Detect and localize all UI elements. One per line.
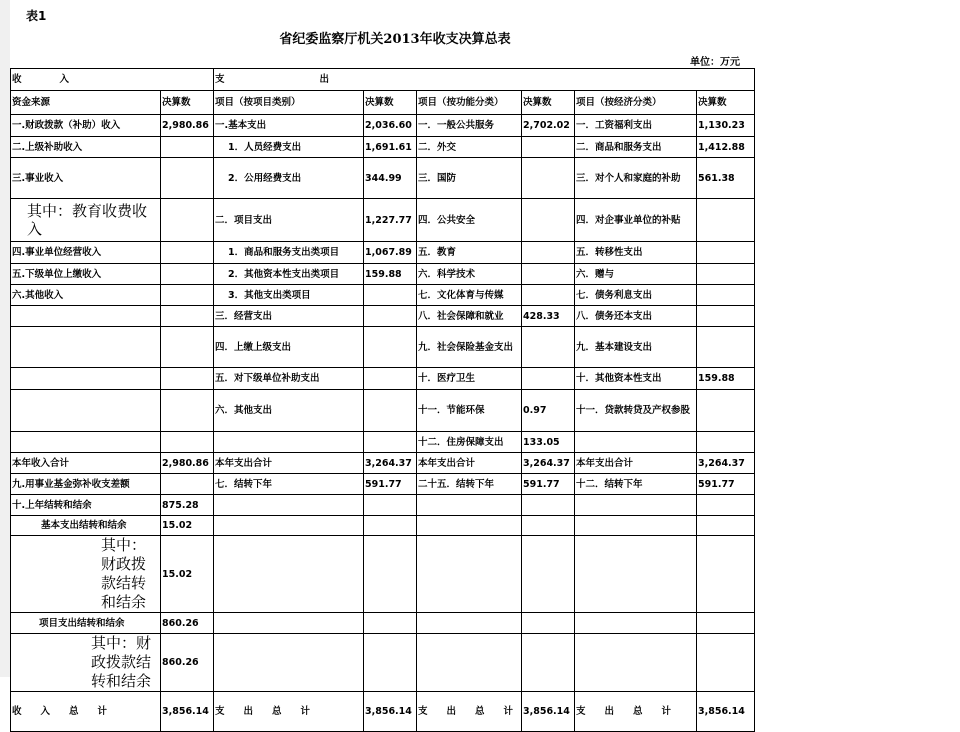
table-row <box>11 474 755 495</box>
table-row <box>11 115 755 137</box>
cell: 2,036.60 <box>364 115 417 137</box>
cell: 五．对下级单位补助支出 <box>214 368 364 390</box>
cell <box>214 432 364 453</box>
cell <box>522 368 575 390</box>
cell: 一.基本支出 <box>214 115 364 137</box>
cell: 159.88 <box>697 368 755 390</box>
table-row <box>11 285 755 306</box>
cell <box>417 634 522 692</box>
col-header-item-by-project: 项目（按项目类别） <box>214 91 364 115</box>
cell <box>697 516 755 536</box>
cell: 七．文化体育与传媒 <box>417 285 522 306</box>
cell <box>522 634 575 692</box>
cell <box>11 390 161 432</box>
cell: 860.26 <box>161 634 214 692</box>
cell <box>697 285 755 306</box>
cell <box>161 137 214 158</box>
col-header-item-by-economic: 项目（按经济分类） <box>575 91 697 115</box>
cell <box>364 306 417 327</box>
cell <box>161 474 214 495</box>
cell <box>697 634 755 692</box>
cell <box>417 516 522 536</box>
cell: 九．基本建设支出 <box>575 327 697 368</box>
cell <box>161 432 214 453</box>
cell <box>161 327 214 368</box>
cell <box>161 199 214 242</box>
cell <box>697 613 755 634</box>
cell <box>11 306 161 327</box>
cell: 项目支出结转和结余 <box>11 613 161 634</box>
cell: 四．公共安全 <box>417 199 522 242</box>
cell: 2,980.86 <box>161 453 214 474</box>
cell: 六．科学技术 <box>417 264 522 285</box>
cell: 591.77 <box>697 474 755 495</box>
cell <box>522 264 575 285</box>
cell <box>522 327 575 368</box>
cell <box>575 613 697 634</box>
cell: 三．国防 <box>417 158 522 199</box>
cell: 3．其他支出类项目 <box>214 285 364 306</box>
cell <box>522 137 575 158</box>
table-row <box>11 137 755 158</box>
cell <box>697 199 755 242</box>
table-row <box>11 634 755 692</box>
col-header-source: 资金来源 <box>11 91 161 115</box>
col-header-amount: 决算数 <box>364 91 417 115</box>
cell <box>364 495 417 516</box>
cell <box>697 327 755 368</box>
cell <box>364 285 417 306</box>
cell: 基本支出结转和结余 <box>11 516 161 536</box>
cell: 三．经营支出 <box>214 306 364 327</box>
cell: 三．对个人和家庭的补助 <box>575 158 697 199</box>
cell: 二．商品和服务支出 <box>575 137 697 158</box>
col-header-amount: 决算数 <box>161 91 214 115</box>
cell <box>364 516 417 536</box>
cell <box>575 432 697 453</box>
cell <box>364 432 417 453</box>
cell <box>11 368 161 390</box>
cell <box>364 613 417 634</box>
table-row <box>11 516 755 536</box>
budget-summary-table <box>10 68 755 732</box>
cell <box>364 368 417 390</box>
cell <box>575 634 697 692</box>
cell: 三.事业收入 <box>11 158 161 199</box>
cell <box>522 242 575 264</box>
cell: 3,856.14 <box>161 692 214 732</box>
table-row <box>11 368 755 390</box>
cell: 五．转移性支出 <box>575 242 697 264</box>
cell <box>417 536 522 613</box>
cell: 3,856.14 <box>364 692 417 732</box>
cell: 0.97 <box>522 390 575 432</box>
cell <box>364 390 417 432</box>
cell <box>575 516 697 536</box>
cell: 561.38 <box>697 158 755 199</box>
cell: 一.财政拨款（补助）收入 <box>11 115 161 137</box>
cell <box>575 495 697 516</box>
cell: 本年支出合计 <box>417 453 522 474</box>
cell <box>417 613 522 634</box>
cell <box>522 285 575 306</box>
cell: 九．社会保险基金支出 <box>417 327 522 368</box>
cell: 3,856.14 <box>697 692 755 732</box>
cell: 3,856.14 <box>522 692 575 732</box>
cell <box>214 536 364 613</box>
cell: 860.26 <box>161 613 214 634</box>
cell: 十．其他资本性支出 <box>575 368 697 390</box>
table-row <box>11 390 755 432</box>
cell: 1,067.89 <box>364 242 417 264</box>
table-row <box>11 495 755 516</box>
table-row-grand-total <box>11 692 755 732</box>
cell <box>214 613 364 634</box>
cell: 十二．结转下年 <box>575 474 697 495</box>
cell: 十一．贷款转贷及产权参股 <box>575 390 697 432</box>
unit-label: 单位：万元 <box>690 57 740 68</box>
cell <box>161 158 214 199</box>
cell: 八．社会保障和就业 <box>417 306 522 327</box>
cell <box>697 495 755 516</box>
cell: 收 入 总 计 <box>11 692 161 732</box>
cell <box>522 495 575 516</box>
cell: 3,264.37 <box>697 453 755 474</box>
cell <box>161 390 214 432</box>
cell: 七．结转下年 <box>214 474 364 495</box>
cell: 七．债务利息支出 <box>575 285 697 306</box>
income-group-header: 收 入 <box>11 69 214 91</box>
cell <box>522 536 575 613</box>
cell: 3,264.37 <box>522 453 575 474</box>
cell: 六.其他收入 <box>11 285 161 306</box>
cell <box>11 327 161 368</box>
cell: 支 出 总 计 <box>214 692 364 732</box>
cell: 3,264.37 <box>364 453 417 474</box>
cell: 六．其他支出 <box>214 390 364 432</box>
table-row <box>11 432 755 453</box>
cell: 五.下级单位上缴收入 <box>11 264 161 285</box>
left-margin-bar <box>0 0 10 677</box>
cell: 2．其他资本性支出类项目 <box>214 264 364 285</box>
header-row-columns <box>11 91 755 115</box>
cell: 1,412.88 <box>697 137 755 158</box>
cell <box>522 199 575 242</box>
cell: 1．商品和服务支出类项目 <box>214 242 364 264</box>
cell: 875.28 <box>161 495 214 516</box>
cell: 二．外交 <box>417 137 522 158</box>
cell: 一．一般公共服务 <box>417 115 522 137</box>
cell: 本年收入合计 <box>11 453 161 474</box>
cell <box>522 516 575 536</box>
cell: 二十五．结转下年 <box>417 474 522 495</box>
cell <box>161 285 214 306</box>
cell: 1．人员经费支出 <box>214 137 364 158</box>
cell <box>161 306 214 327</box>
cell <box>697 242 755 264</box>
cell <box>697 536 755 613</box>
cell: 四．对企事业单位的补贴 <box>575 199 697 242</box>
table-row <box>11 536 755 613</box>
table-row <box>11 306 755 327</box>
table-row-year-total <box>11 453 755 474</box>
cell: 2．公用经费支出 <box>214 158 364 199</box>
cell: 十二．住房保障支出 <box>417 432 522 453</box>
cell: 2,980.86 <box>161 115 214 137</box>
cell <box>522 158 575 199</box>
table-row <box>11 327 755 368</box>
expense-group-header: 支 出 <box>214 69 755 91</box>
cell <box>364 634 417 692</box>
table-row <box>11 613 755 634</box>
cell: 本年支出合计 <box>575 453 697 474</box>
col-header-item-by-function: 项目（按功能分类） <box>417 91 522 115</box>
cell: 2,702.02 <box>522 115 575 137</box>
page-title: 省纪委监察厅机关2013年收支决算总表 <box>279 32 511 47</box>
table-row <box>11 264 755 285</box>
cell: 本年支出合计 <box>214 453 364 474</box>
cell: 十一．节能环保 <box>417 390 522 432</box>
table-row <box>11 199 755 242</box>
cell <box>522 613 575 634</box>
cell: 支 出 总 计 <box>417 692 522 732</box>
col-header-amount: 决算数 <box>522 91 575 115</box>
cell: 133.05 <box>522 432 575 453</box>
cell <box>214 516 364 536</box>
cell: 15.02 <box>161 536 214 613</box>
cell: 八．债务还本支出 <box>575 306 697 327</box>
cell: 591.77 <box>522 474 575 495</box>
table-number-label: 表1 <box>26 9 47 23</box>
cell <box>697 390 755 432</box>
table-row <box>11 158 755 199</box>
cell: 其中：教育收费收入 <box>11 199 161 242</box>
cell: 四．上缴上级支出 <box>214 327 364 368</box>
cell: 其中：财政拨款结转和结余 <box>11 634 161 692</box>
cell <box>214 495 364 516</box>
table-row <box>11 242 755 264</box>
cell <box>575 536 697 613</box>
cell: 15.02 <box>161 516 214 536</box>
cell: 四.事业单位经营收入 <box>11 242 161 264</box>
col-header-amount: 决算数 <box>697 91 755 115</box>
cell <box>11 432 161 453</box>
cell: 1,130.23 <box>697 115 755 137</box>
cell <box>214 634 364 692</box>
cell: 其中：财政拨款结转和结余 <box>11 536 161 613</box>
cell: 344.99 <box>364 158 417 199</box>
cell: 二.上级补助收入 <box>11 137 161 158</box>
cell: 591.77 <box>364 474 417 495</box>
cell <box>161 368 214 390</box>
cell: 一．工资福利支出 <box>575 115 697 137</box>
cell: 五．教育 <box>417 242 522 264</box>
cell: 九.用事业基金弥补收支差额 <box>11 474 161 495</box>
header-row-groups <box>11 69 755 91</box>
cell: 支 出 总 计 <box>575 692 697 732</box>
cell <box>161 242 214 264</box>
cell <box>364 327 417 368</box>
cell: 428.33 <box>522 306 575 327</box>
cell: 159.88 <box>364 264 417 285</box>
cell <box>417 495 522 516</box>
cell: 十.上年结转和结余 <box>11 495 161 516</box>
cell <box>364 536 417 613</box>
cell <box>697 432 755 453</box>
cell <box>697 306 755 327</box>
cell: 六．赠与 <box>575 264 697 285</box>
cell <box>697 264 755 285</box>
cell: 1,691.61 <box>364 137 417 158</box>
cell <box>161 264 214 285</box>
cell: 十．医疗卫生 <box>417 368 522 390</box>
cell: 1,227.77 <box>364 199 417 242</box>
cell: 二．项目支出 <box>214 199 364 242</box>
